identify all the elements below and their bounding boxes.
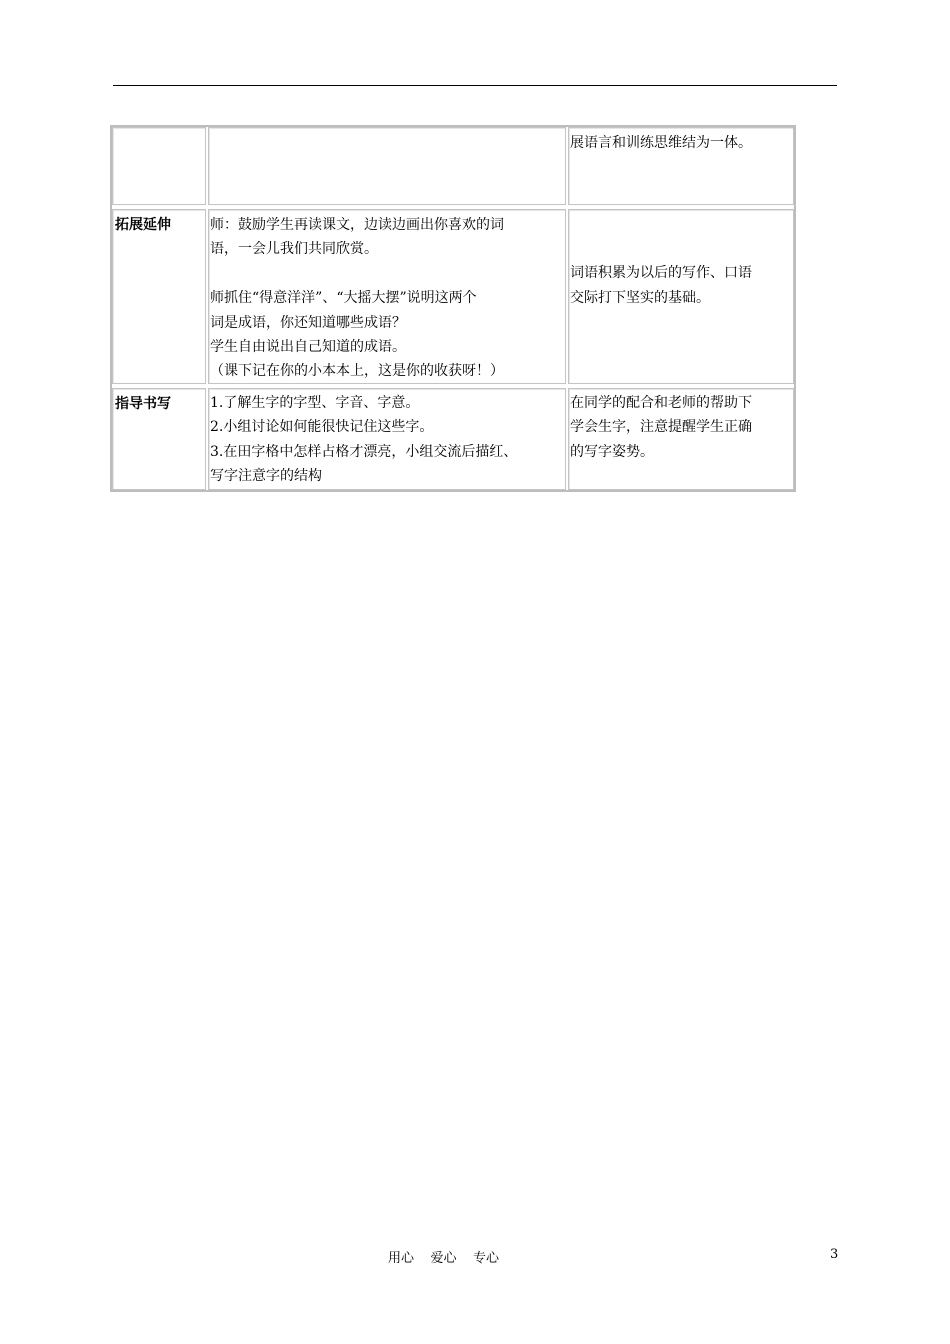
intent-cell bbox=[568, 127, 794, 205]
activity-line: 词是成语，你还知道哪些成语？ bbox=[210, 315, 406, 331]
intent-line: 在同学的配合和老师的帮助下 bbox=[570, 395, 752, 411]
lesson-plan-table bbox=[110, 125, 796, 492]
activity-line: 2.小组讨论如何能很快记住这些字。 bbox=[210, 419, 434, 435]
intent-line: 交际打下坚实的基础。 bbox=[570, 290, 710, 306]
row-label-cell bbox=[112, 209, 206, 384]
row-label: 指导书写 bbox=[115, 396, 171, 412]
activity-cell bbox=[208, 388, 566, 490]
intent-line: 词语积累为以后的写作、口语 bbox=[570, 265, 752, 281]
table-row bbox=[112, 127, 794, 205]
header-rule bbox=[113, 85, 837, 86]
footer-motto: 用心 爱心 专心 bbox=[388, 1251, 500, 1266]
row-label-cell bbox=[112, 127, 206, 205]
intent-line: 展语言和训练思维结为一体。 bbox=[570, 135, 752, 151]
activity-cell bbox=[208, 209, 566, 384]
activity-line: 师：鼓励学生再读课文，边读边画出你喜欢的词 bbox=[210, 217, 504, 233]
activity-line: 3.在田字格中怎样占格才漂亮，小组交流后描红、 bbox=[210, 444, 518, 460]
intent-cell bbox=[568, 209, 794, 384]
table-row bbox=[112, 388, 794, 490]
intent-line: 的写字姿势。 bbox=[570, 444, 654, 460]
activity-line: （课下记在你的小本本上，这是你的收获呀！） bbox=[210, 363, 504, 379]
activity-line: 师抓住“得意洋洋”、“大摇大摆”说明这两个 bbox=[210, 290, 477, 306]
intent-cell bbox=[568, 388, 794, 490]
activity-cell bbox=[208, 127, 566, 205]
page-number: 3 bbox=[830, 1247, 839, 1262]
row-label-cell bbox=[112, 388, 206, 490]
activity-line: 写字注意字的结构 bbox=[210, 468, 322, 484]
activity-line: 语，一会儿我们共同欣赏。 bbox=[210, 241, 378, 257]
table-row bbox=[112, 209, 794, 384]
row-label: 拓展延伸 bbox=[115, 217, 171, 233]
activity-line: 1.了解生字的字型、字音、字意。 bbox=[210, 395, 420, 411]
intent-line: 学会生字，注意提醒学生正确 bbox=[570, 419, 752, 435]
activity-line: 学生自由说出自己知道的成语。 bbox=[210, 339, 406, 355]
